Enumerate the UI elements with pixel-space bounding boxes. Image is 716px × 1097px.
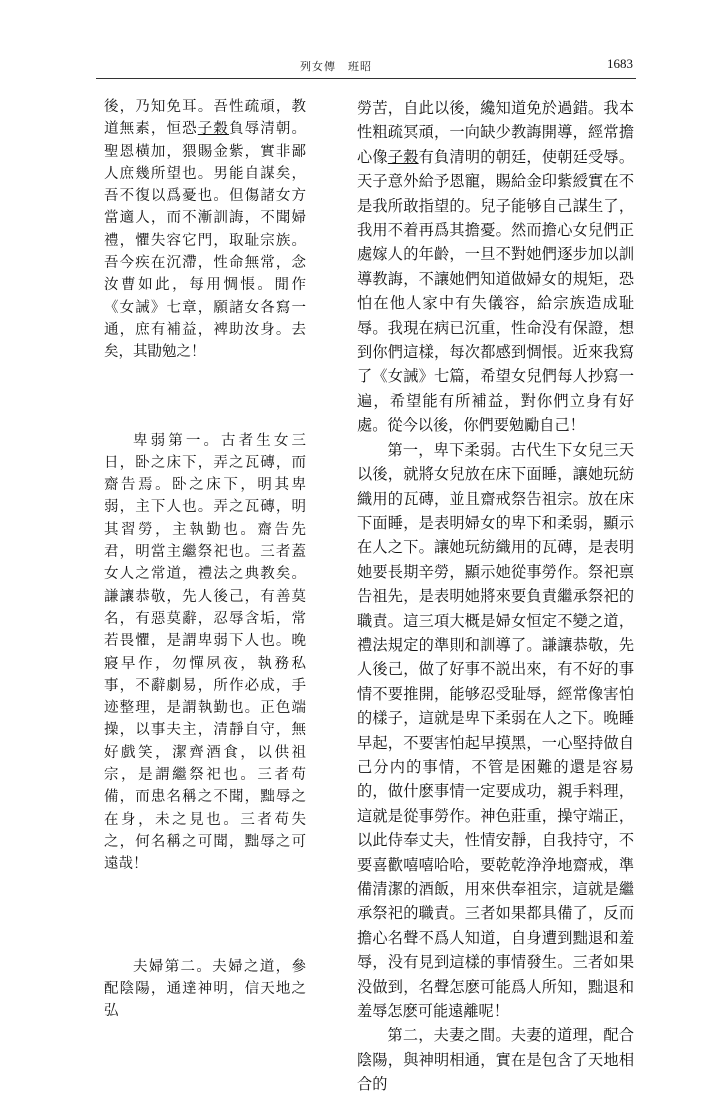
paragraph-text: 勞苦，自此以後，纔知道免於過錯。我本性粗疏冥頑，一向缺少教誨開導，經常擔心像 bbox=[357, 99, 634, 166]
paragraph-gap bbox=[104, 876, 306, 956]
paragraph-text: 負辱清朝。聖恩橫加，猥賜金紫，實非鄙人庶幾所望也。男能自謀矣，吾不復以爲憂也。但傷諸女方當適人，而不漸訓誨，不聞婦禮，懼失容它門，取耻宗族。吾今疾在沉滯，性命無常，念汝曹如此，每用惆悵。閒作《女誡》七章，願諸女各寫一通，庶有補益，裨助汝身。去矣，其勖勉之！ bbox=[104, 121, 306, 361]
translation-paragraph-humility: 第一，卑下柔弱。古代生下女兒三天以後，就將女兒放在床下面睡，讓她玩紡織用的瓦磚，並且齋戒祭告祖宗。放在床下面睡，是表明婦女的卑下和柔弱，顯示在人之下。讓她玩紡織用的瓦磚，是表明她要長期辛勞，顯示她從事勞作。祭祀禀告祖先，是表明她將來要負責繼承祭祀的職責。這三項大概是婦女恒定不變之道，禮法規定的準則和訓導了。謙讓恭敬，先人後己，做了好事不説出來，有不好的事情不要推開，能够忍受耻辱，經常像害怕的樣子，這就是卑下柔弱在人之下。晚睡早起，不要害怕起早摸黑，一心堅持做自己分内的事情，不管是困難的還是容易的，做什麽事情一定要成功，親手料理，這就是從事勞作。神色莊重，操守端正，以此侍奉丈夫，性情安靜，自我持守，不要喜歡嘻嘻哈哈，要乾乾浄浄地齋戒，準備清潔的酒飯，用來供奉祖宗，這就是繼承祭祀的職責。三者如果都具備了，反而擔心名聲不爲人知道，自身遭到黜退和羞辱，没有見到這樣的事情發生。三者如果没做到，名聲怎麽可能爲人所知，黜退和羞辱怎麽可能遠離呢！ bbox=[357, 440, 634, 1021]
underlined-name: 子穀 bbox=[387, 147, 419, 166]
running-header-title: 列女傳 班昭 bbox=[300, 60, 372, 73]
header-rule bbox=[96, 78, 636, 79]
paragraph-text: 後，乃知免耳。吾性疏頑，教道無素，恒恐 bbox=[104, 99, 306, 138]
translation-column bbox=[357, 96, 634, 1097]
underlined-name: 子穀 bbox=[197, 121, 229, 138]
page-number: 1683 bbox=[607, 56, 633, 71]
paragraph-text: 有負清明的朝廷，使朝廷受辱。天子意外給予恩寵，賜給金印紫綬實在不是我所敢指望的。兒子能够自己謀生了，我用不着再爲其擔憂。然而擔心女兒們正處嫁人的年齡，一旦不對她們逐步加以訓導教誨，不讓她們知道做婦女的規矩，恐怕在他人家中有失儀容，給宗族造成耻辱。我現在病已沉重，性命没有保證，想到你們這樣，每次都感到惆悵。近來我寫了《女誡》七篇，希望女兒們每人抄寫一遍，希望能有所補益，對你們立身有好處。從今以後，你們要勉勵自己！ bbox=[357, 147, 635, 435]
paragraph-gap bbox=[104, 364, 306, 430]
translation-paragraph-intro-ending bbox=[357, 96, 634, 438]
classical-paragraph-intro-ending bbox=[104, 96, 306, 364]
classical-paragraph-husband-wife: 夫婦第二。夫婦之道，參配陰陽，通達神明，信天地之弘 bbox=[104, 958, 306, 1020]
translation-paragraph-husband-wife: 第二，夫妻之間。夫妻的道理，配合陰陽，與神明相通，實在是包含了天地相合的 bbox=[357, 1026, 634, 1094]
classical-text-column bbox=[104, 96, 306, 1022]
classical-paragraph-humility: 卑弱第一。古者生女三日，卧之床下，弄之瓦磚，而齋告焉。卧之床下，明其卑弱，主下人也。弄之瓦磚，明其習勞，主執勤也。齋告先君，明當主繼祭祀也。三者蓋女人之常道，禮法之典教矣。謙讓恭敬，先人後己，有善莫名，有惡莫辭，忍辱含垢，常若畏懼，是謂卑弱下人也。晚寢早作，勿憚夙夜，執務私事，不辭劇易，所作必成，手迹整理，是謂執勤也。正色端操，以事夫主，清靜自守，無好戲笑，潔齊酒食，以供祖宗，是謂繼祭祀也。三者苟備，而患名稱之不聞，黜辱之在身，未之見也。三者苟失之，何名稱之可聞，黜辱之可遠哉！ bbox=[104, 432, 306, 873]
